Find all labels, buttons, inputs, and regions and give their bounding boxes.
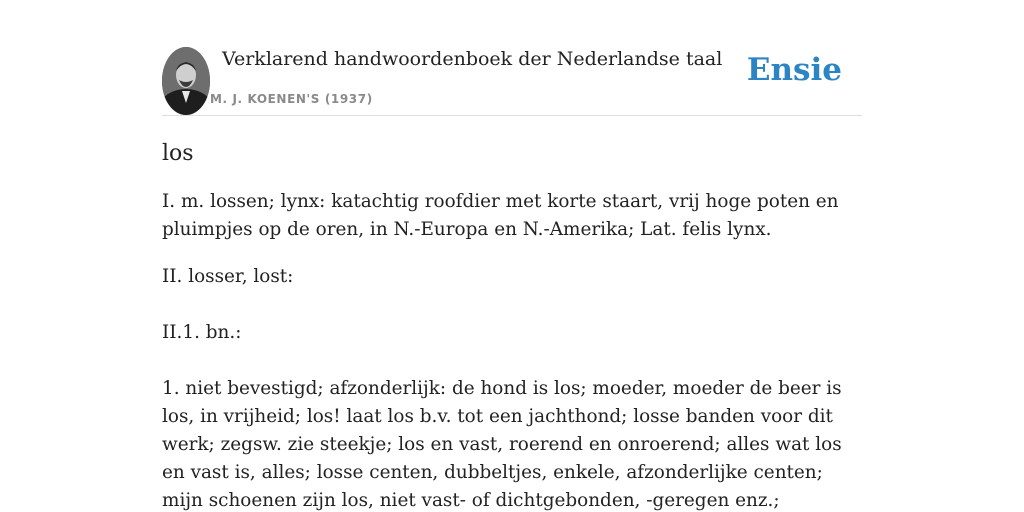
definition-paragraph: II.1. bn.:: [162, 322, 242, 343]
dictionary-edition: M. J. KOENEN'S (1937): [210, 92, 373, 106]
entry-content: [162, 136, 862, 512]
headword: los: [162, 141, 194, 166]
dictionary-title: Verklarend handwoordenboek der Nederlandse taal: [222, 48, 723, 70]
author-portrait-icon: [162, 47, 210, 115]
definition-paragraph: I. m. lossen; lynx: katachtig roofdier met korte staart, vrij hoge poten en pluimpjes op de oren, in N.-Europa en N.-Amerika; Lat. felis lynx.: [162, 191, 839, 240]
site-header: [162, 45, 862, 116]
definition-paragraph: II. losser, lost:: [162, 266, 294, 287]
definition-paragraph: 1. niet bevestigd; afzonderlijk: de hond is los; moeder, moeder de beer is los, in vrijheid; los! laat los b.v. tot een jachthond; losse banden voor dit werk; zegsw. zie steekje; los en vast, roerend en onroerend; alles wat los en vast is, alles; losse centen, dubbeltjes, enkele, afzonderlijke centen; mijn schoenen zijn los, niet vast- of dichtgebonden, -geregen enz.;: [162, 378, 842, 511]
brand-logo-link[interactable]: Ensie: [746, 52, 842, 88]
